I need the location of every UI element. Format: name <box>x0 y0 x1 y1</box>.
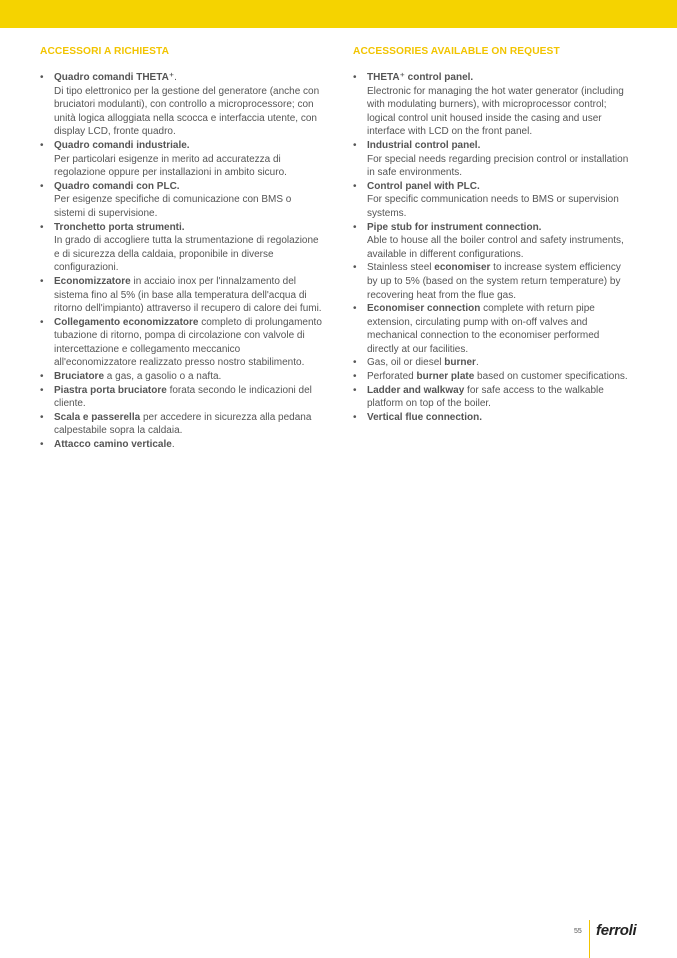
list-item <box>40 384 325 411</box>
list-item <box>40 438 325 452</box>
list-item <box>353 71 631 139</box>
item-text: complete with return pipe extension, circulating pump with on-off valves and mechanical connection to the economiser performed directly at our facilities. <box>367 303 600 355</box>
item-title: burner <box>444 357 476 369</box>
list-item <box>40 139 325 180</box>
item-title: THETA⁺ control panel. <box>367 72 474 83</box>
item-title: Control panel with PLC. <box>367 180 480 192</box>
list-item <box>353 384 631 411</box>
item-text: per accedere in sicurezza alla pedana calpestabile sopra la caldaia. <box>54 411 312 437</box>
list-item <box>353 370 631 384</box>
item-text: . <box>475 357 479 369</box>
list-item <box>353 356 631 370</box>
list-item <box>40 180 325 221</box>
english-column <box>353 46 631 424</box>
item-text: Stainless steel <box>367 262 435 274</box>
item-description: In grado di accogliere tutta la strumentazione di regolazione e di sicurezza della caldaia, proponibile in diverse configurazioni. <box>54 235 319 274</box>
item-text: a gas, a gasolio o a nafta. <box>104 371 222 383</box>
item-description: For specific communication needs to BMS or supervision systems. <box>367 194 619 219</box>
item-title: Quadro comandi industriale. <box>54 139 190 151</box>
list-item <box>353 302 631 356</box>
item-text: forata secondo le indicazioni del cliente. <box>54 384 312 410</box>
item-title: Bruciatore <box>54 371 105 383</box>
item-title: Quadro comandi con PLC. <box>54 180 180 192</box>
top-color-bar <box>0 0 677 28</box>
item-description: Electronic for managing the hot water generator (including with modulating burners), with microprocessor control; logical control unit housed inside the casing and user interface with LCD on the front panel. <box>367 85 624 138</box>
list-item <box>353 180 631 221</box>
item-title: burner plate <box>416 371 475 383</box>
list-item <box>353 221 631 262</box>
item-text: . <box>174 72 177 83</box>
list-item <box>353 411 631 425</box>
item-text: to increase system efficiency by up to 5% (based on the system return temperature) by recovering heat from the flue gas. <box>367 262 621 301</box>
item-text: for safe access to the walkable platform on top of the boiler. <box>367 384 604 410</box>
footer-divider <box>589 920 590 958</box>
item-title: Economiser connection <box>367 303 481 315</box>
list-item <box>40 316 325 370</box>
list-item <box>353 261 631 302</box>
italian-column <box>40 46 325 452</box>
item-title: Tronchetto porta strumenti. <box>54 221 185 233</box>
item-description: Di tipo elettronico per la gestione del generatore (anche con bruciatori modulanti), con controllo a microprocessore; con unità logica alloggiata nella scocca e interfaccia utente, con display LCD, fronte quadro. <box>54 85 320 138</box>
item-description: Per esigenze specifiche di comunicazione con BMS o sistemi di supervisione. <box>54 194 292 219</box>
ferroli-logo <box>596 922 636 939</box>
item-text: . <box>171 439 175 451</box>
item-title: Collegamento economizzatore <box>54 316 199 328</box>
logo-text: ferroli <box>596 922 637 939</box>
item-title: Vertical flue connection. <box>367 411 483 423</box>
item-title: economiser <box>434 262 491 274</box>
item-title: Ladder and walkway <box>367 384 465 396</box>
item-title: Piastra porta bruciatore <box>54 384 167 396</box>
list-item <box>40 221 325 275</box>
item-text: completo di prolungamento tubazione di ritorno, pompa di circolazione con valvole di intercettazione e collegamento meccanico all'economizzatore realizzato presso nostro stabilimento. <box>54 316 322 369</box>
item-description: For special needs regarding precision control or installation in safe environments. <box>367 153 629 179</box>
list-item <box>40 370 325 384</box>
item-text: Perforated <box>367 371 417 383</box>
item-title: Scala e passerella <box>54 411 141 423</box>
item-title: Economizzatore <box>54 275 131 287</box>
item-text: based on customer specifications. <box>474 371 628 383</box>
item-title: Attacco camino verticale <box>54 439 172 451</box>
page-number: 55 <box>574 928 582 935</box>
list-item <box>40 71 325 139</box>
item-title: Pipe stub for instrument connection. <box>367 221 542 233</box>
list-item <box>353 139 631 180</box>
item-text: Gas, oil or diesel <box>367 357 445 369</box>
list-item <box>40 411 325 438</box>
italian-accessory-list <box>40 71 325 452</box>
item-description: Able to house all the boiler control and safety instruments, available in different configurations. <box>367 235 624 260</box>
english-heading: ACCESSORIES AVAILABLE ON REQUEST <box>353 46 560 57</box>
english-accessory-list <box>353 71 631 424</box>
italian-heading: ACCESSORI A RICHIESTA <box>40 46 170 57</box>
item-description: Per particolari esigenze in merito ad accuratezza di regolazione oppure per installazioni in ambito sicuro. <box>54 153 287 179</box>
item-title: Quadro comandi THETA⁺ <box>54 72 175 83</box>
list-item <box>40 275 325 316</box>
item-text: in acciaio inox per l'innalzamento del sistema fino al 5% (in base alla temperatura dell'acqua di ritorno dell'impianto) attraverso il recupero di calore dei fumi. <box>54 275 322 315</box>
item-title: Industrial control panel. <box>367 139 481 151</box>
